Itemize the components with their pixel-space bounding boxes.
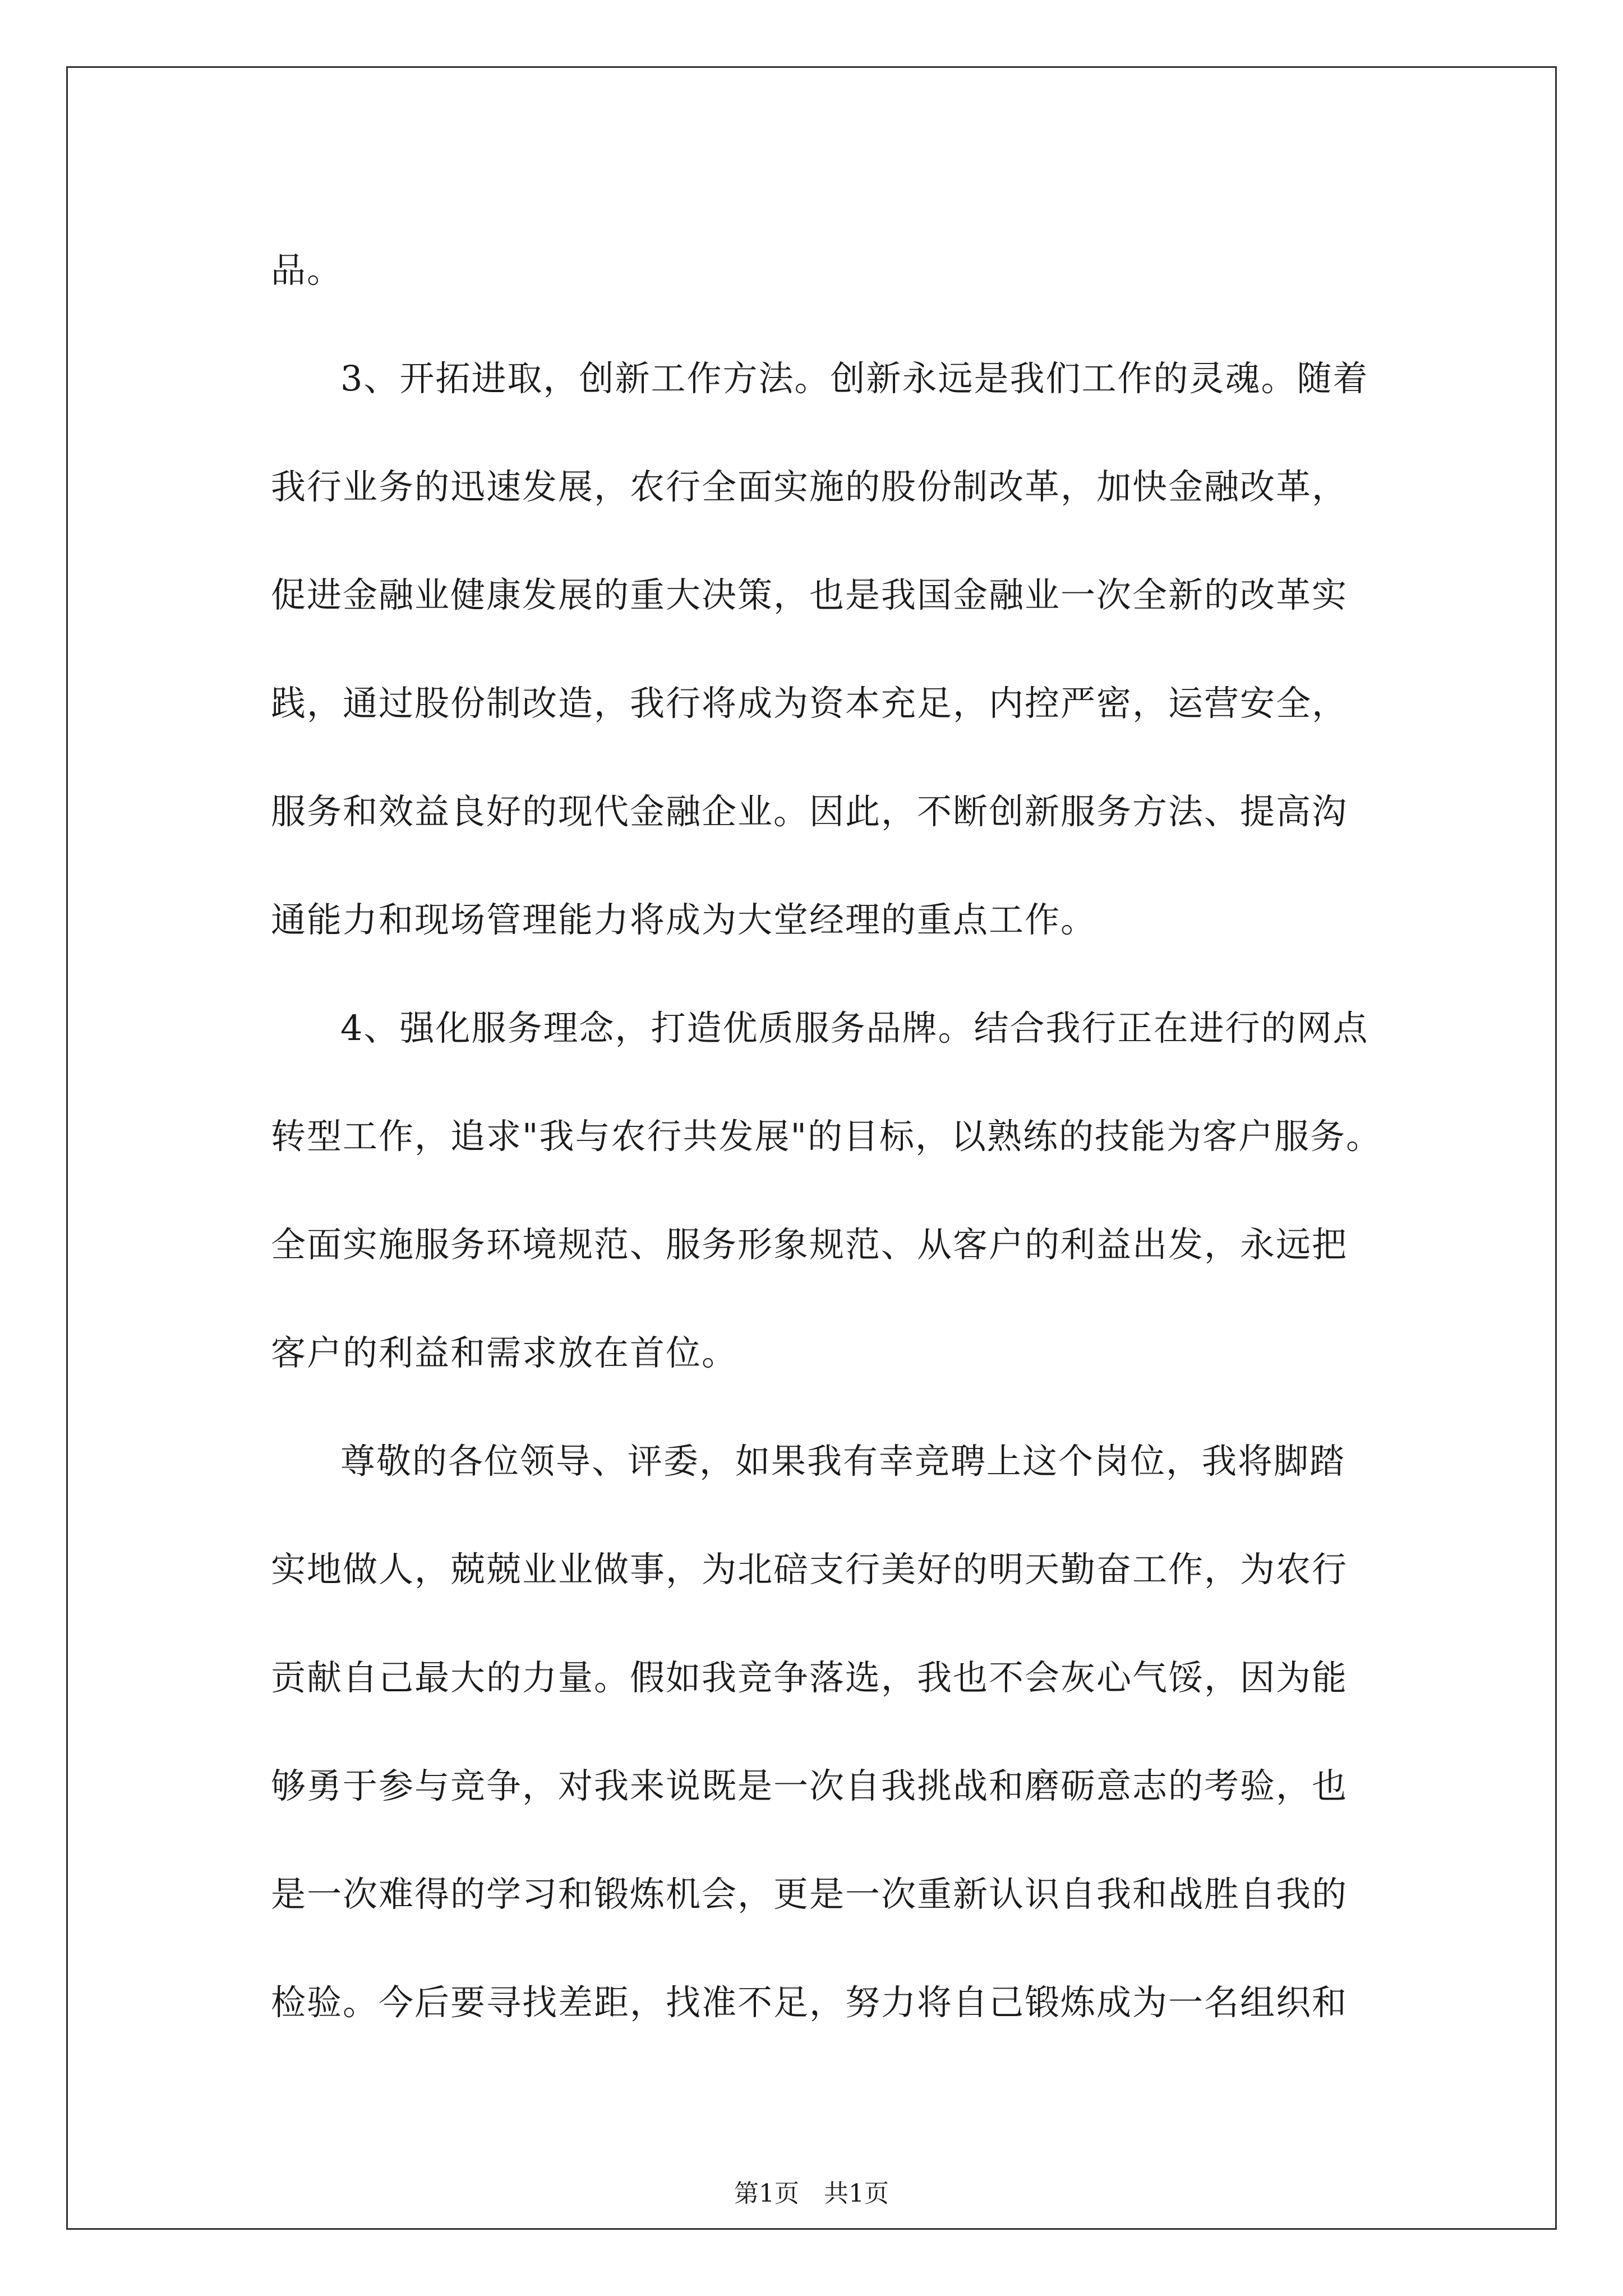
text-line: 尊敬的各位领导、评委，如果我有幸竞聘上这个岗位，我将脚踏 [340,1441,1346,1481]
text-line: 3、开拓进取，创新工作方法。创新永远是我们工作的灵魂。随着 [340,358,1369,399]
text-line: 通能力和现场管理能力将成为大堂经理的重点工作。 [271,899,1097,940]
text-line: 我行业务的迅速发展，农行全面实施的股份制改革，加快金融改革， [271,466,1348,507]
page-number: 第1页 共1页 [734,2179,889,2208]
text-line: 是一次难得的学习和锻炼机会，更是一次重新认识自我和战胜自我的 [271,1874,1348,1915]
text-line: 够勇于参与竞争，对我来说既是一次自我挑战和磨砺意志的考验，也 [271,1765,1348,1806]
text-line: 促进金融业健康发展的重大决策，也是我国金融业一次全新的改革实 [271,574,1348,615]
text-line: 服务和效益良好的现代金融企业。因此，不断创新服务方法、提高沟 [271,791,1348,832]
text-line: 全面实施服务环境规范、服务形象规范、从客户的利益出发，永远把 [271,1224,1348,1265]
text-line: 客户的利益和需求放在首位。 [271,1332,738,1373]
text-line: 4、强化服务理念，打造优质服务品牌。结合我行正在进行的网点 [340,1007,1369,1048]
text-line: 实地做人，兢兢业业做事，为北碚支行美好的明天勤奋工作，为农行 [271,1549,1348,1590]
text-line: 转型工作，追求"我与农行共发展"的目标，以熟练的技能为客户服务。 [271,1116,1382,1157]
document-body [68,68,1555,2228]
text-line: 践，通过股份制改造，我行将成为资本充足，内控严密，运营安全， [271,683,1348,724]
text-line: 贡献自己最大的力量。假如我竞争落选，我也不会灰心气馁，因为能 [271,1657,1348,1698]
text-line: 品。 [271,250,343,291]
page-frame [66,66,1557,2230]
text-line: 检验。今后要寻找差距，找准不足，努力将自己锻炼成为一名组织和 [271,1982,1348,2023]
